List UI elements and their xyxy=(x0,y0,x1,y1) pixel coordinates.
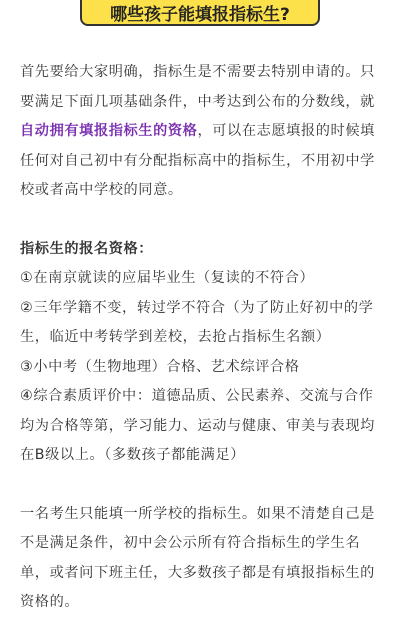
paragraph-spacer xyxy=(20,206,382,235)
section-title-badge xyxy=(80,0,320,26)
qualifications-heading: 指标生的报名资格： xyxy=(20,240,154,257)
qualification-item-2: ②三年学籍不变，转过学不符合（为了防止好初中的学生，临近中考转学到差校，去抢占指标生名额） xyxy=(20,299,374,345)
qualification-item-4: ④综合素质评价中：道德品质、公民素养、交流与合作均为合格等第，学习能力、运动与健康、审美与表现均在B级以上。（多数孩子都能满足） xyxy=(20,388,375,463)
section-title: 哪些孩子能填报指标生? xyxy=(110,4,290,25)
intro-highlight: 自动拥有填报指标生的资格 xyxy=(20,123,198,139)
closing-paragraph: 一名考生只能填一所学校的指标生。如果不清楚自己是不是满足条件，初中会公示所有符合指标生的学生名单，或者问下班主任，大多数孩子都是有填报指标生的资格的。 xyxy=(20,505,375,610)
intro-text-before: 首先要给大家明确，指标生是不需要去特别申请的。只要满足下面几项基础条件，中考达到公布的分数线，就 xyxy=(20,64,375,110)
intro-paragraph xyxy=(20,58,382,206)
qualification-item-3: ③小中考（生物地理）合格、艺术综评合格 xyxy=(20,358,300,375)
article-body xyxy=(20,58,382,618)
paragraph-spacer xyxy=(20,471,382,500)
intro-text-after: ，可以在志愿填报的时候填任何对自己初中有分配指标高中的指标生，不用初中学校或者高中学校的同意。 xyxy=(20,123,375,198)
qualification-item-1: ①在南京就读的应届毕业生（复读的不符合） xyxy=(20,270,315,286)
